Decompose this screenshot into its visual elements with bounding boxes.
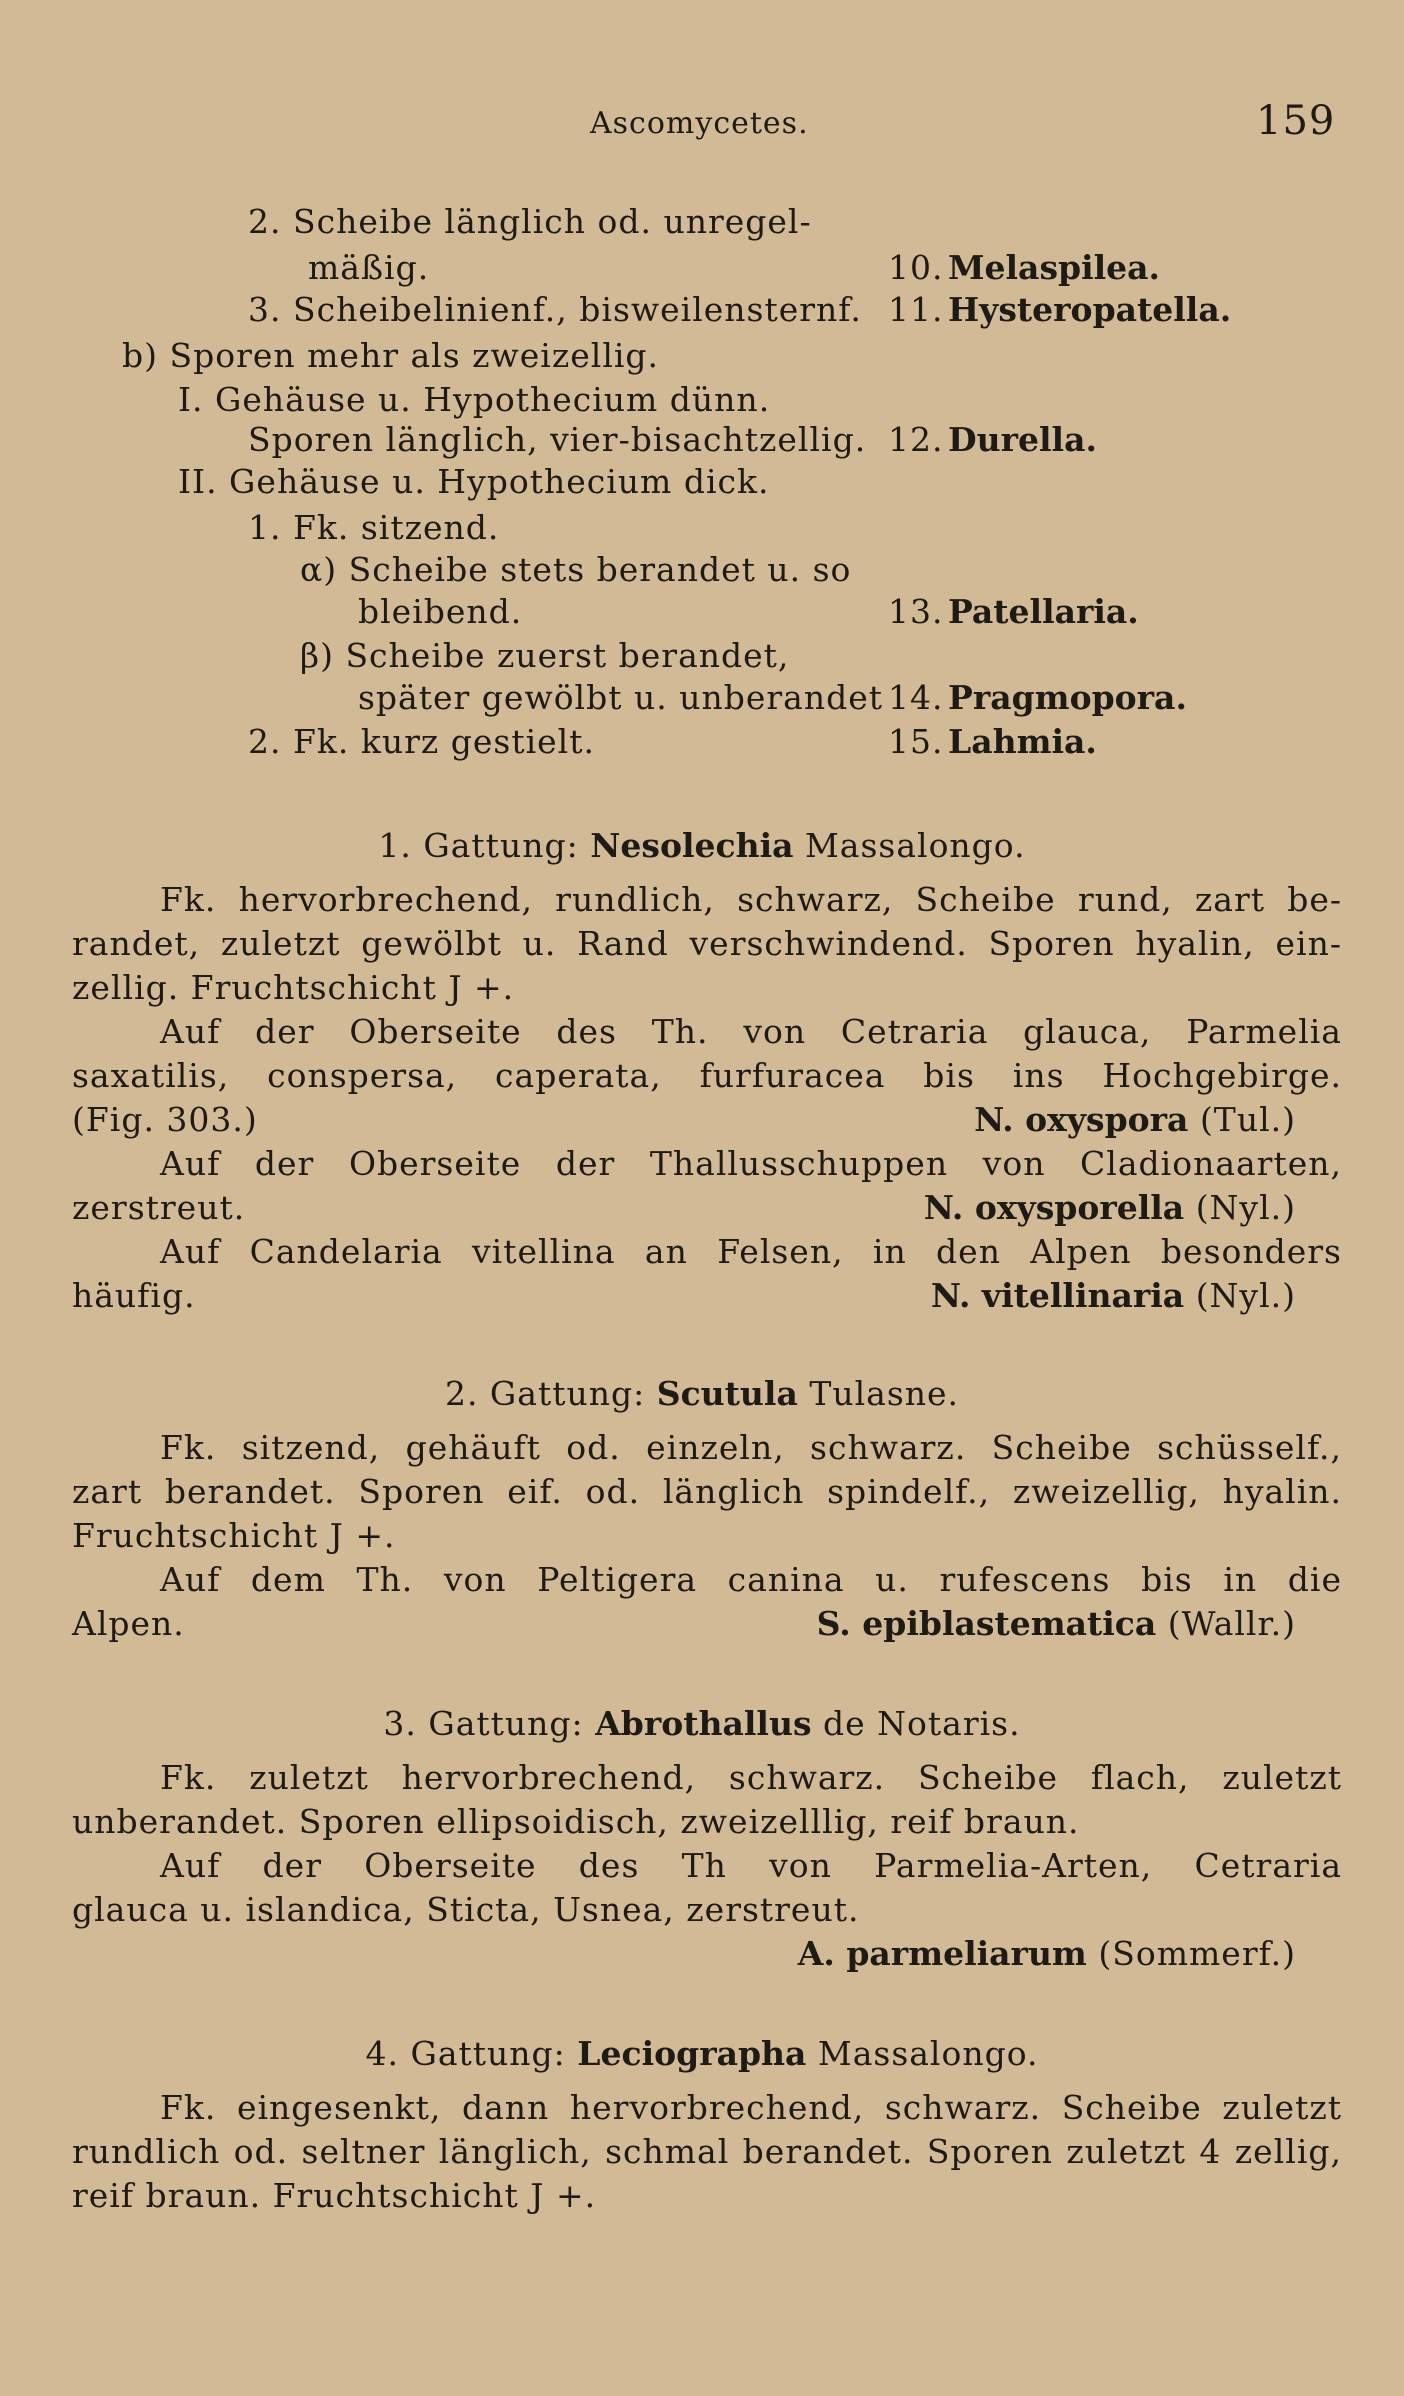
key-line [248,722,595,761]
genus-number: 2. Gattung: [444,1374,646,1413]
key-result-genus: Melaspilea. [948,248,1161,287]
key-line-text: 2. Scheibe länglich od. unregel- [248,202,812,241]
species-name: N. oxysporella [923,1188,1185,1227]
genus-description [72,1426,1342,1646]
line-text: Auf der Oberseite des Th. von Cetraria glauca, Parmelia [160,1012,1342,1051]
genus-description [72,878,1342,1318]
key-line [300,636,789,675]
text-line [72,1098,1342,1142]
species-citation [924,1186,1296,1230]
genus-heading [0,2034,1404,2073]
line-text: zerstreut. [72,1188,246,1227]
key-result [888,290,1231,329]
genus-author: de Notaris. [823,1704,1021,1743]
key-line-text: b) Sporen mehr als zweizellig. [122,336,660,375]
key-result [888,248,1160,287]
text-line [72,1010,1342,1054]
species-citation [974,1098,1296,1142]
line-text: unberandet. Sporen ellipsoidisch, zweizelllig, reif braun. [72,1802,1080,1841]
line-text: Fruchtschicht J +. [72,1516,396,1555]
line-text: Fk. zuletzt hervorbrechend, schwarz. Scheibe flach, zuletzt [160,1758,1342,1797]
text-line [72,922,1342,966]
text-line [72,1186,1342,1230]
line-text: Fk. eingesenkt, dann hervorbrechend, schwarz. Scheibe zuletzt [160,2088,1342,2127]
line-text: Auf dem Th. von Peltigera canina u. rufescens bis in die [160,1560,1342,1599]
line-text: zellig. Fruchtschicht J +. [72,968,515,1007]
species-author: (Tul.) [1199,1100,1296,1139]
key-line [248,290,862,329]
key-line [300,550,851,589]
genus-number: 1. Gattung: [378,826,579,865]
genus-author: Tulasne. [809,1374,960,1413]
line-text: Auf der Oberseite der Thallusschuppen von Cladionaarten, [160,1144,1342,1183]
key-result-number: 10. [888,248,944,287]
text-line [72,2130,1342,2174]
line-text: reif braun. Fruchtschicht J +. [72,2176,597,2215]
key-line [358,678,883,717]
key-line [358,592,522,631]
species-name: N. vitellinaria [930,1276,1185,1315]
key-result-number: 14. [888,678,944,717]
key-result-genus: Hysteropatella. [948,290,1232,329]
key-result-genus: Patellaria. [948,592,1139,631]
key-line [178,380,770,419]
genus-description [72,1756,1342,1976]
genus-description [72,2086,1342,2218]
line-text: saxatilis, conspersa, caperata, furfuracea bis ins Hochgebirge. [72,1056,1342,1095]
key-result [888,722,1097,761]
species-name: S. epiblastematica [816,1604,1157,1643]
key-line [122,336,659,375]
key-line-text: I. Gehäuse u. Hypothecium dünn. [178,380,771,419]
line-text: Fk. sitzend, gehäuft od. einzeln, schwarz. Scheibe schüsself., [160,1428,1342,1467]
key-result-number: 13. [888,592,944,631]
key-result-genus: Durella. [948,420,1097,459]
text-line [72,878,1342,922]
genus-heading [0,1374,1404,1413]
key-line-text: α) Scheibe stets berandet u. so [300,550,852,589]
text-line [72,1800,1342,1844]
species-name: N. oxyspora [974,1100,1189,1139]
species-citation [817,1602,1296,1646]
text-line [72,2174,1342,2218]
species-citation [931,1274,1296,1318]
key-line-text: 2. Fk. kurz gestielt. [248,722,595,761]
text-line [72,1470,1342,1514]
line-text: zart berandet. Sporen eif. od. länglich spindelf., zweizellig, hyalin. [72,1472,1342,1511]
key-line-text: II. Gehäuse u. Hypothecium dick. [178,462,770,501]
genus-heading [0,1704,1404,1743]
genus-number: 3. Gattung: [383,1704,584,1743]
key-line-text: Sporen länglich, vier-bisachtzellig. [248,420,867,459]
key-result-genus: Lahmia. [948,722,1097,761]
species-author: (Nyl.) [1195,1188,1296,1227]
species-citation [798,1932,1296,1976]
genus-name: Abrothallus [595,1704,812,1743]
key-result-genus: Pragmopora. [948,678,1187,717]
genus-author: Massalongo. [805,826,1026,865]
text-line [72,1514,1342,1558]
text-line [72,1888,1342,1932]
line-text: Auf der Oberseite des Th von Parmelia-Arten, Cetraria [160,1846,1342,1885]
line-text: Auf Candelaria vitellina an Felsen, in den Alpen besonders [160,1232,1342,1271]
key-line [248,202,812,241]
text-line [72,1602,1342,1646]
text-line [72,966,1342,1010]
text-line [72,2086,1342,2130]
key-result [888,592,1139,631]
text-line [72,1932,1342,1976]
genus-heading [0,826,1404,865]
key-line [248,508,499,547]
line-text: (Fig. 303.) [72,1100,258,1139]
key-line [308,248,429,287]
running-head: Ascomycetes. [590,106,809,141]
key-line-text: 3. Scheibelinienf., bisweilensternf. [248,290,862,329]
key-result-number: 11. [888,290,944,329]
line-text: glauca u. islandica, Sticta, Usnea, zerstreut. [72,1890,860,1929]
species-author: (Wallr.) [1167,1604,1296,1643]
text-line [72,1274,1342,1318]
genus-number: 4. Gattung: [365,2034,566,2073]
genus-name: Nesolechia [590,826,794,865]
text-line [72,1054,1342,1098]
key-result [888,678,1187,717]
key-result-number: 15. [888,722,944,761]
key-line-text: bleibend. [358,592,523,631]
key-result [888,420,1097,459]
genus-author: Massalongo. [817,2034,1039,2073]
species-author: (Nyl.) [1195,1276,1296,1315]
species-name: A. parmeliarum [797,1934,1087,1973]
page-number: 159 [1256,98,1336,144]
key-line [178,462,770,501]
line-text: Alpen. [72,1604,185,1643]
text-line [72,1230,1342,1274]
line-text: häufig. [72,1276,196,1315]
text-line [72,1756,1342,1800]
line-text: rundlich od. seltner länglich, schmal berandet. Sporen zuletzt 4 zellig, [72,2132,1342,2171]
text-line [72,1558,1342,1602]
line-text: Fk. hervorbrechend, rundlich, schwarz, Scheibe rund, zart be- [160,880,1342,919]
text-line [72,1844,1342,1888]
text-line [72,1142,1342,1186]
line-text: randet, zuletzt gewölbt u. Rand verschwindend. Sporen hyalin, ein- [72,924,1342,963]
key-line-text: später gewölbt u. unberandet [358,678,883,717]
key-line-text: 1. Fk. sitzend. [248,508,500,547]
text-line [72,1426,1342,1470]
species-author: (Sommerf.) [1098,1934,1296,1973]
genus-name: Scutula [656,1374,798,1413]
genus-name: Leciographa [577,2034,807,2073]
key-result-number: 12. [888,420,944,459]
key-line-text: mäßig. [308,248,430,287]
key-line-text: β) Scheibe zuerst berandet, [300,636,790,675]
key-line [248,420,866,459]
